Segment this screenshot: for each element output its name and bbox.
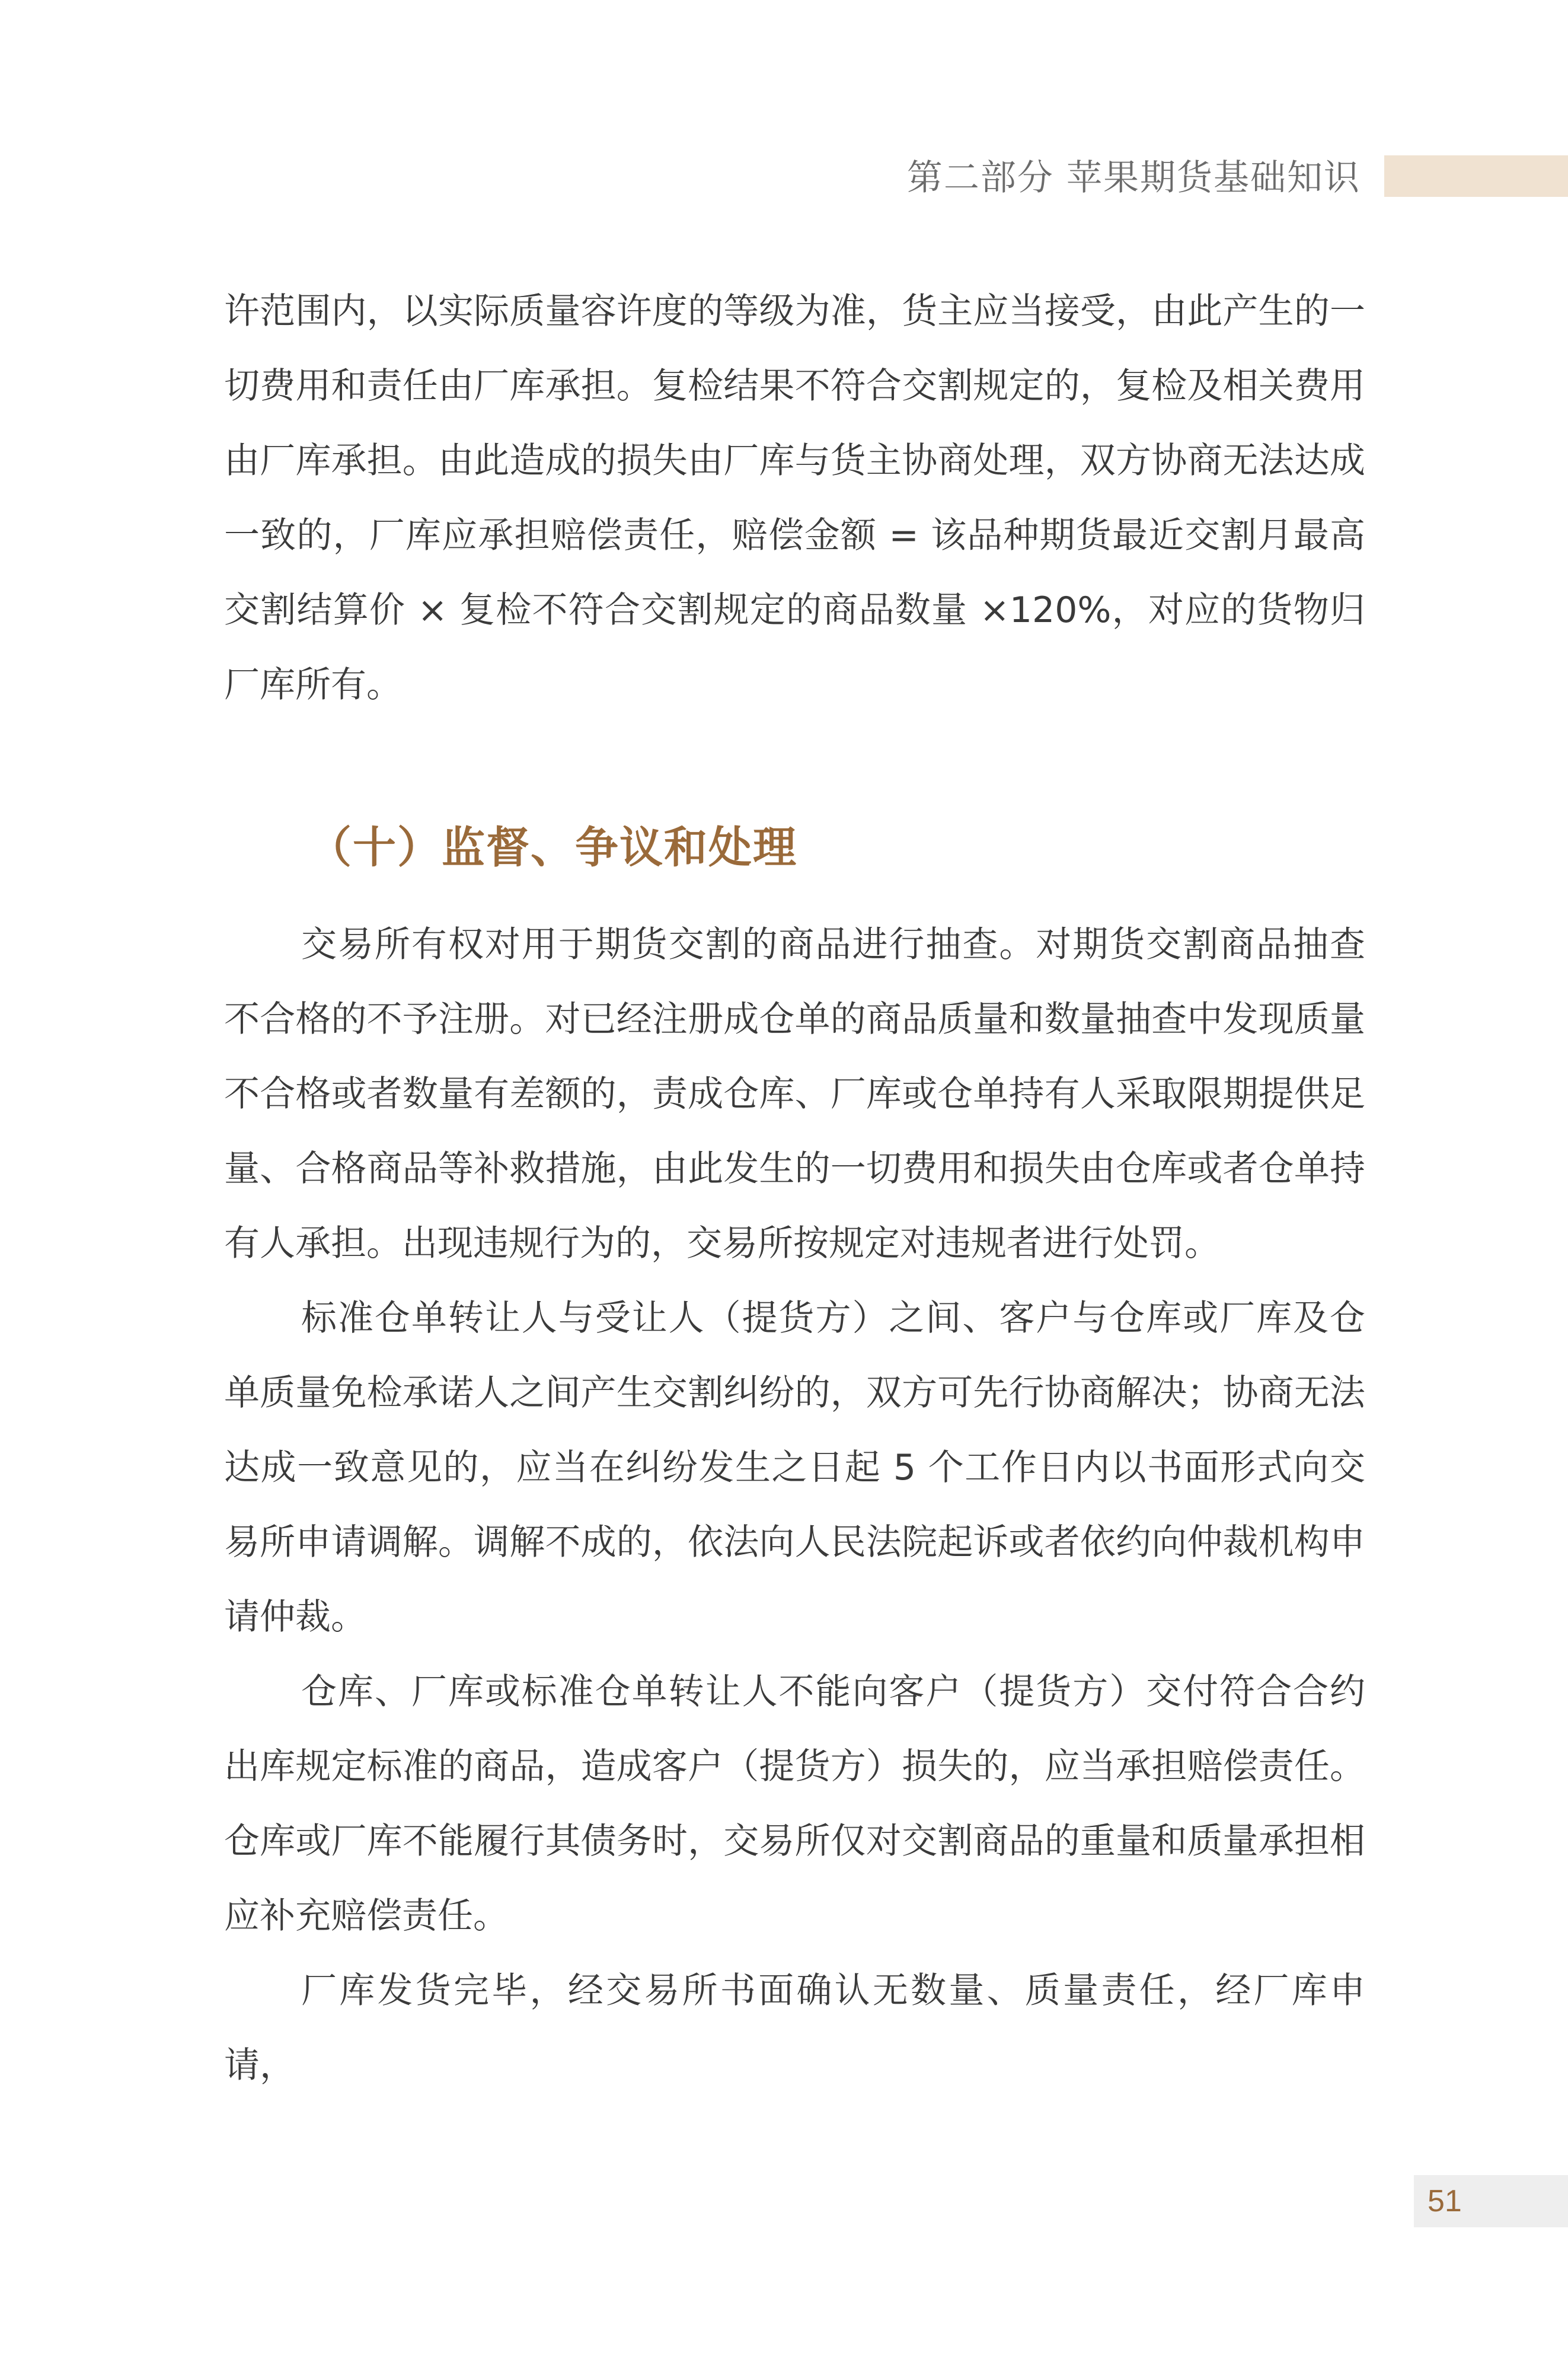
continued-paragraph-block <box>224 274 1365 722</box>
section-paragraph: 厂库发货完毕，经交易所书面确认无数量、质量责任，经厂库申请， <box>224 1970 1365 2086</box>
section-paragraph: 交易所有权对用于期货交割的商品进行抽查。对期货交割商品抽查不合格的不予注册。对已经注册成仓单的商品质量和数量抽查中发现质量不合格或者数量有差额的，责成仓库、厂库或仓单持有人采取限期提供足量、合格商品等补救措施，由此发生的一切费用和损失由仓库或者仓单持有人承担。出现违规行为的，交易所按规定对违规者进行处罚。 <box>224 924 1365 1264</box>
continued-paragraph: 许范围内，以实际质量容许度的等级为准，货主应当接受，由此产生的一切费用和责任由厂库承担。复检结果不符合交割规定的，复检及相关费用由厂库承担。由此造成的损失由厂库与货主协商处理，双方协商无法达成一致的，厂库应承担赔偿责任，赔偿金额 = 该品种期货最近交割月最高交割结算价 × 复检不符合交割规定的商品数量 ×120%，对应的货物归厂库所有。 <box>224 291 1365 706</box>
section-paragraph: 标准仓单转让人与受让人（提货方）之间、客户与仓库或厂库及仓单质量免检承诺人之间产生交割纠纷的，双方可先行协商解决；协商无法达成一致意见的，应当在纠纷发生之日起 5 个工作日内以书面形式向交易所申请调解。调解不成的，依法向人民法院起诉或者依约向仲裁机构申请仲裁。 <box>224 1297 1365 1638</box>
section-body <box>224 907 1365 2103</box>
section-heading: （十）监督、争议和处理 <box>308 822 797 873</box>
header-decoration-bar <box>1384 155 1568 197</box>
running-header-title: 第二部分 苹果期货基础知识 <box>906 157 1361 199</box>
section-paragraph: 仓库、厂库或标准仓单转让人不能向客户（提货方）交付符合合约出库规定标准的商品，造成客户（提货方）损失的，应当承担赔偿责任。仓库或厂库不能履行其债务时，交易所仅对交割商品的重量和质量承担相应补充赔偿责任。 <box>224 1671 1365 1937</box>
page-number: 51 <box>1428 2184 1462 2218</box>
